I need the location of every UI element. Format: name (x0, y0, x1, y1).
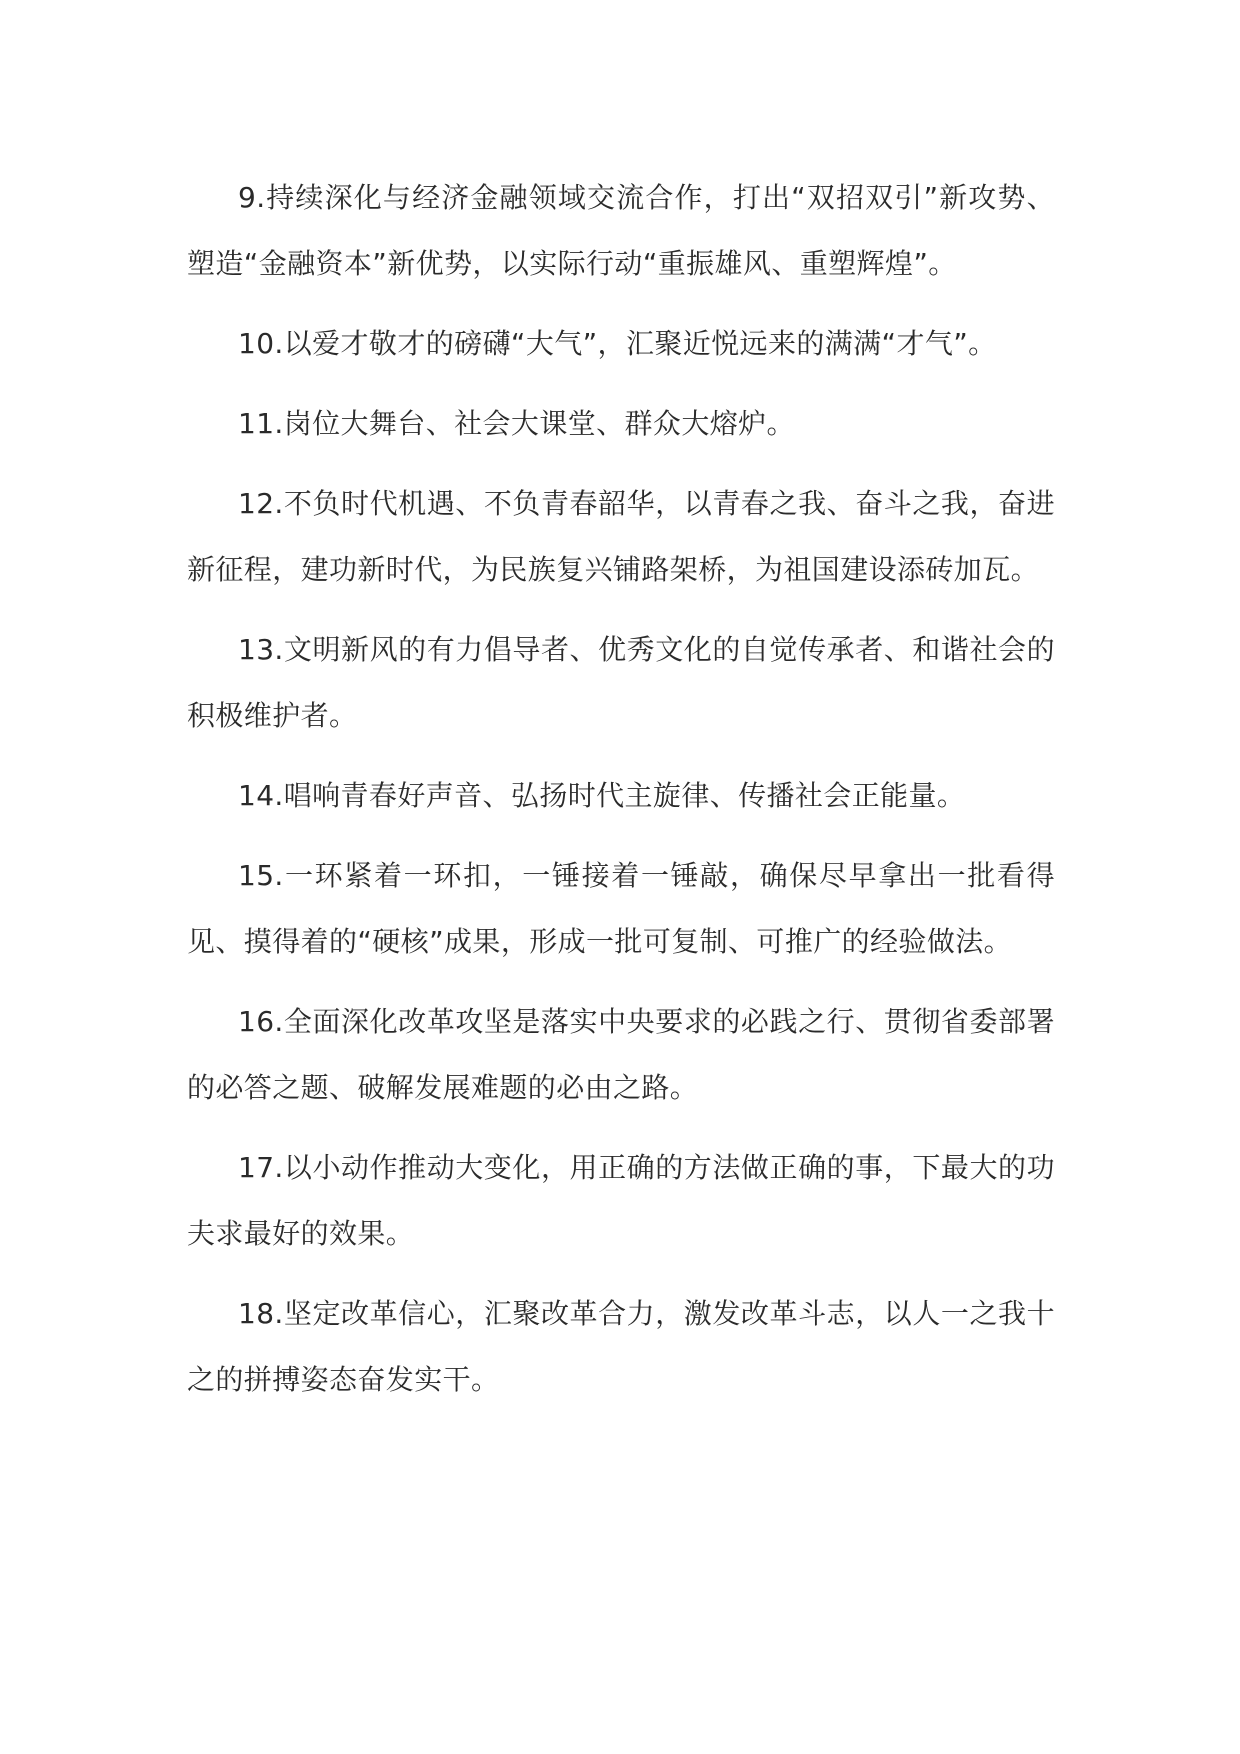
paragraph-15: 15.一环紧着一环扣，一锤接着一锤敲，确保尽早拿出一批看得见、摸得着的“硬核”成果，形成一批可复制、可推广的经验做法。 (187, 859, 1055, 958)
paragraph-9: 9.持续深化与经济金融领域交流合作，打出“双招双引”新攻势、塑造“金融资本”新优势，以实际行动“重振雄风、重塑辉煌”。 (187, 181, 1055, 280)
paragraph-12: 12.不负时代机遇、不负青春韶华，以青春之我、奋斗之我，奋进新征程，建功新时代，为民族复兴铺路架桥，为祖国建设添砖加瓦。 (187, 487, 1055, 586)
paragraph-18: 18.坚定改革信心，汇聚改革合力，激发改革斗志，以人一之我十之的拼搏姿态奋发实干。 (187, 1297, 1055, 1396)
paragraph-13: 13.文明新风的有力倡导者、优秀文化的自觉传承者、和谐社会的积极维护者。 (187, 633, 1055, 732)
paragraph-11: 11.岗位大舞台、社会大课堂、群众大熔炉。 (238, 407, 795, 440)
document-body (187, 165, 1055, 1427)
paragraph-14: 14.唱响青春好声音、弘扬时代主旋律、传播社会正能量。 (238, 779, 966, 812)
paragraph-17: 17.以小动作推动大变化，用正确的方法做正确的事，下最大的功夫求最好的效果。 (187, 1151, 1055, 1250)
paragraph-10: 10.以爱才敬才的磅礴“大气”，汇聚近悦远来的满满“才气”。 (238, 327, 997, 360)
paragraph-16: 16.全面深化改革攻坚是落实中央要求的必践之行、贯彻省委部署的必答之题、破解发展难题的必由之路。 (187, 1005, 1055, 1104)
